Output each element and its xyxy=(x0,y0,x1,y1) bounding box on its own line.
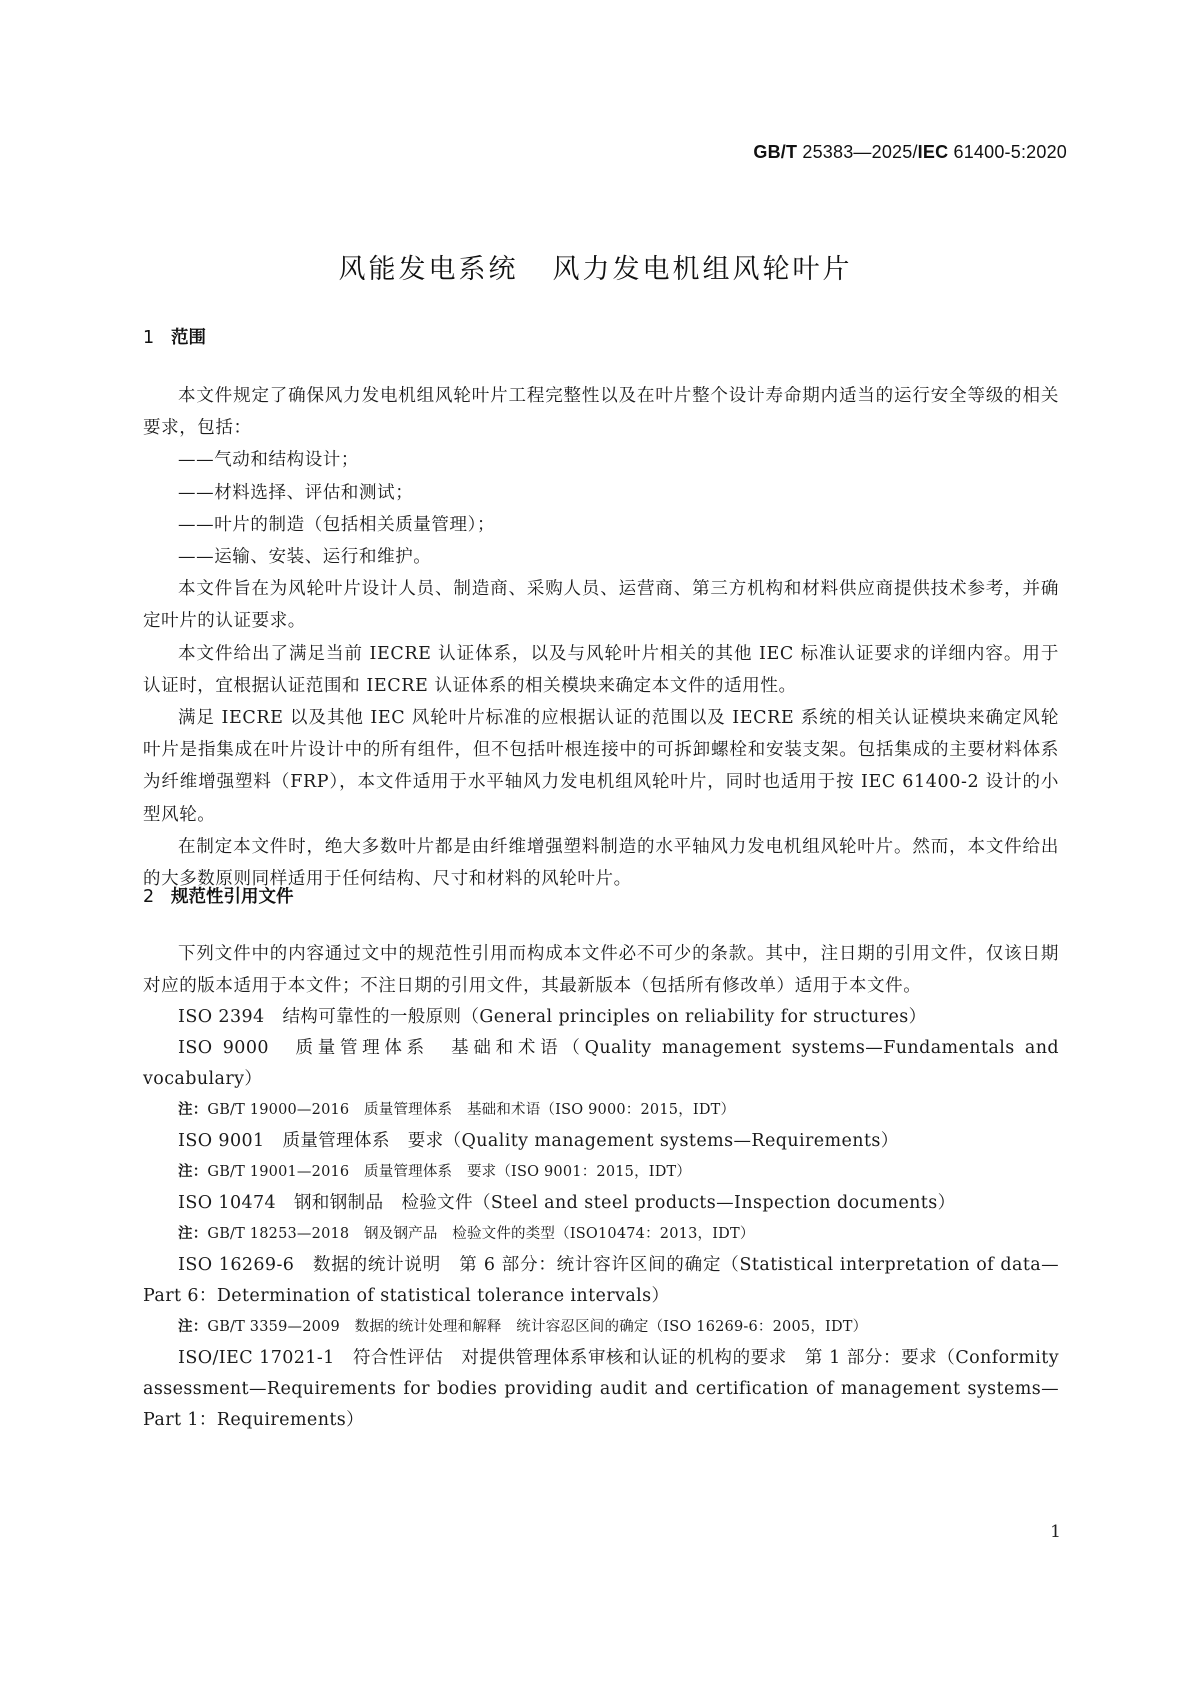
page-number: 1 xyxy=(1050,1522,1061,1542)
reference-entry: ISO 9000 质量管理体系 基础和术语（Quality management systems—Fundamentals and vocabulary） xyxy=(143,1038,1059,1090)
section-2-heading: 2 规范性引用文件 xyxy=(143,887,294,907)
title-part-1: 风能发电系统 xyxy=(338,254,519,285)
reference-entry: ISO 16269-6 数据的统计说明 第 6 部分：统计容许区间的确定（Statistical interpretation of data—Part 6：Determination of statistical tolerance intervals） xyxy=(143,1255,1059,1307)
scope-intro: 本文件规定了确保风力发电机组风轮叶片工程完整性以及在叶片整个设计寿命期内适当的运行安全等级的相关要求，包括： xyxy=(143,386,1059,439)
list-item: ——气动和结构设计； xyxy=(178,450,359,471)
document-title xyxy=(0,247,1191,286)
reference-entry: ISO 10474 钢和钢制品 检验文件（Steel and steel products—Inspection documents） xyxy=(178,1193,956,1214)
scope-paragraph: 本文件旨在为风轮叶片设计人员、制造商、采购人员、运营商、第三方机构和材料供应商提供技术参考，并确定叶片的认证要求。 xyxy=(143,579,1059,632)
reference-note: 注：GB/T 3359—2009 数据的统计处理和解释 统计容忍区间的确定（ISO 16269-6：2005，IDT） xyxy=(178,1319,868,1336)
list-item: ——叶片的制造（包括相关质量管理）； xyxy=(178,514,496,535)
list-item: ——运输、安装、运行和维护。 xyxy=(178,547,432,568)
reference-note: 注：GB/T 18253—2018 钢及钢产品 检验文件的类型（ISO10474：2013，IDT） xyxy=(178,1226,755,1243)
section-1-heading: 1 范围 xyxy=(143,328,206,348)
scope-paragraph: 在制定本文件时，绝大多数叶片都是由纤维增强塑料制造的水平轴风力发电机组风轮叶片。然而，本文件给出的大多数原则同样适用于任何结构、尺寸和材料的风轮叶片。 xyxy=(143,836,1059,890)
reference-entry: ISO 9001 质量管理体系 要求（Quality management systems—Requirements） xyxy=(178,1131,899,1152)
title-part-2: 风力发电机组风轮叶片 xyxy=(552,254,853,285)
reference-entry: ISO/IEC 17021-1 符合性评估 对提供管理体系审核和认证的机构的要求 第 1 部分：要求（Conformity assessment—Requirements for bodies providing audit and certification of management systems—Part 1：Requirements） xyxy=(143,1348,1059,1431)
section-2-body xyxy=(143,938,1059,1436)
reference-note: 注：GB/T 19001—2016 质量管理体系 要求（ISO 9001：2015，IDT） xyxy=(178,1164,692,1181)
scope-paragraph: 本文件给出了满足当前 IECRE 认证体系，以及与风轮叶片相关的其他 IEC 标准认证要求的详细内容。用于认证时，宜根据认证范围和 IECRE 认证体系的相关模块来确定本文件的适用性。 xyxy=(143,643,1059,696)
reference-entry: ISO 2394 结构可靠性的一般原则（General principles on reliability for structures） xyxy=(178,1007,927,1028)
scope-paragraph: 满足 IECRE 以及其他 IEC 风轮叶片标准的应根据认证的范围以及 IECRE 系统的相关认证模块来确定风轮叶片是指集成在叶片设计中的所有组件，但不包括叶根连接中的可拆卸螺栓和安装支架。包括集成的主要材料体系为纤维增强塑料（FRP），本文件适用于水平轴风力发电机组风轮叶片，同时也适用于按 IEC 61400-2 设计的小型风轮。 xyxy=(143,708,1059,825)
section-1-body xyxy=(143,380,1059,895)
reference-note: 注：GB/T 19000—2016 质量管理体系 基础和术语（ISO 9000：2015，IDT） xyxy=(178,1102,736,1119)
references-intro: 下列文件中的内容通过文中的规范性引用而构成本文件必不可少的条款。其中，注日期的引用文件，仅该日期对应的版本适用于本文件；不注日期的引用文件，其最新版本（包括所有修改单）适用于本文件。 xyxy=(143,944,1059,997)
list-item: ——材料选择、评估和测试； xyxy=(178,482,414,503)
standard-code: GB/T 25383—2025/IEC 61400-5:2020 xyxy=(753,142,1067,162)
